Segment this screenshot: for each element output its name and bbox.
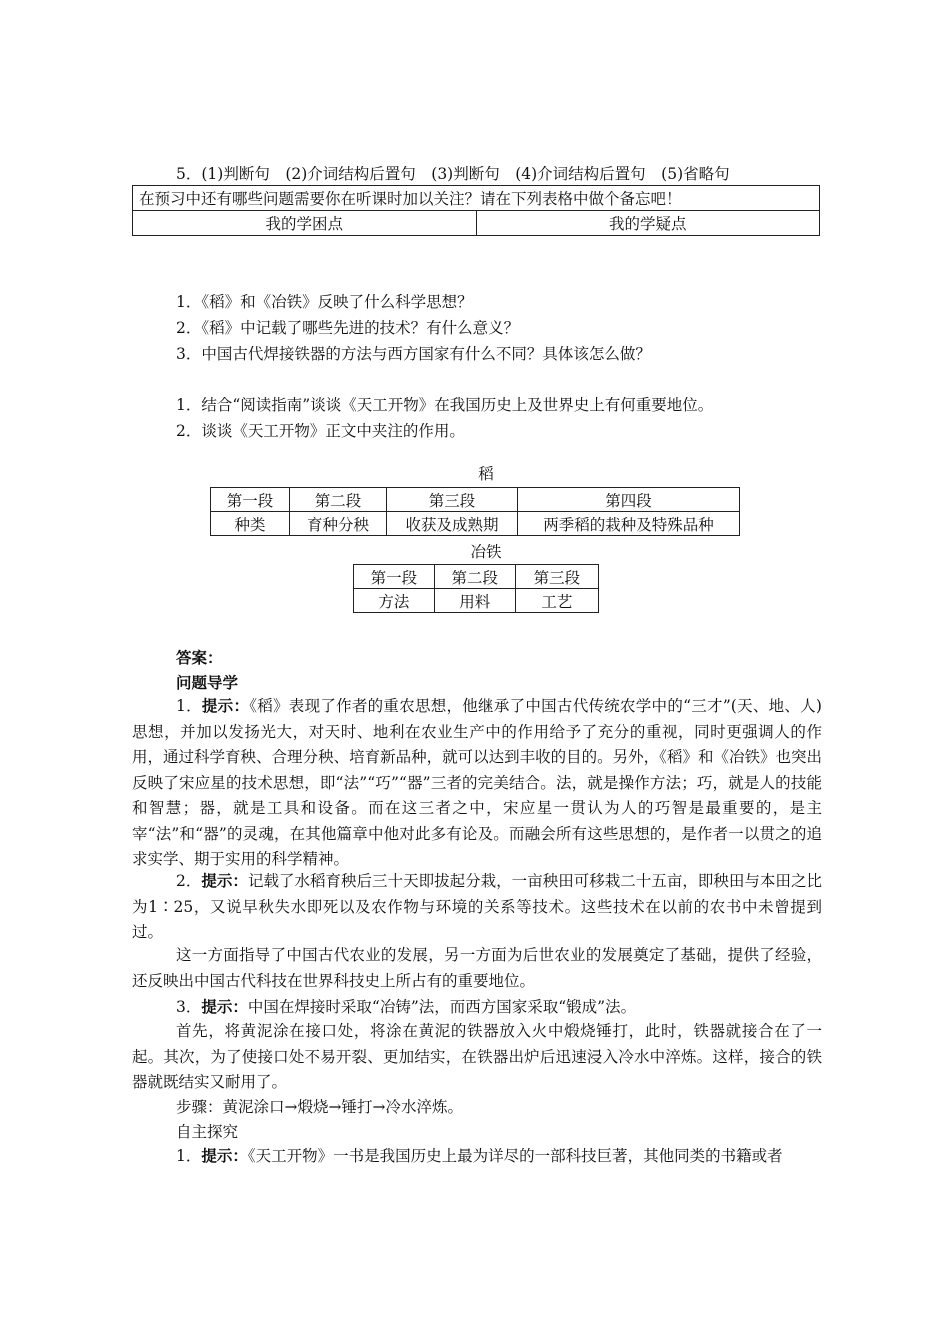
answer-3-detail: 首先，将黄泥涂在接口处，将涂在黄泥的铁器放入火中煅烧锤打，此时，铁器就接合在了一起。其次，为了使接口处不易开裂、更加结实，在铁器出炉后迅速浸入冷水中淬炼。这样，接合的铁器就既结实又耐用了。 (132, 1022, 822, 1091)
answer-3-steps: 步骤：黄泥涂口→煅烧→锤打→冷水淬炼。 (176, 1098, 463, 1116)
memo-prompt: 在预习中还有哪些问题需要你在听课时加以关注？请在下列表格中做个备忘吧！ (133, 186, 820, 211)
answer-2-more: 这一方面指导了中国古代农业的发展，另一方面为后世农业的发展奠定了基础，提供了经验，还反映出中国古代科技在世界科技史上所占有的重要地位。 (132, 946, 822, 990)
table2-cell: 方法 (354, 589, 435, 613)
rice-table (210, 487, 740, 536)
table2-header: 第三段 (515, 565, 598, 589)
table1-title: 稻 (478, 465, 494, 483)
table1-cell: 育种分秧 (290, 512, 387, 536)
question-3: 3．中国古代焊接铁器的方法与西方国家有什么不同？具体该怎么做？ (176, 345, 651, 363)
memo-col-doubt: 我的学疑点 (476, 211, 820, 236)
answers-heading: 答案： (176, 648, 223, 667)
question-1: 1．《稻》和《冶铁》反映了什么科学思想？ (176, 293, 473, 311)
memo-table (132, 185, 820, 236)
table2-cell: 工艺 (515, 589, 598, 613)
answer-1: 1．提示：《稻》表现了作者的重农思想，他继承了中国古代传统农学中的“三才”(天、地、人)思想，并加以发扬光大，对天时、地利在农业生产中的作用给予了充分的重视，同时更强调人的作用，通过科学育秧、合理分秧、培育新品种，就可以达到丰收的目的。另外，《稻》和《冶铁》也突出反映了宋应星的技术思想，即“法”“巧”“器”三者的完美结合。法，就是操作方法；巧，就是人的技能和智慧；器，就是工具和设备。而在这三者之中，宋应星一贯认为人的巧智是最重要的，是主宰“法”和“器”的灵魂，在其他篇章中他对此多有论及。而融会所有这些思想的，是作者一以贯之的追求实学、期于实用的科学精神。 (132, 696, 822, 868)
iron-table (353, 564, 599, 613)
table2-title: 冶铁 (470, 543, 502, 561)
answer-2: 2．提示：记载了水稻育秧后三十天即拔起分栽，一亩秧田可移栽二十五亩，即秧田与本田之比为1∶25，又说早秋失水即死以及农作物与环境的关系等技术。这些技术在以前的农书中未曾提到过。 (132, 871, 822, 941)
section-guided: 问题导学 (176, 673, 239, 692)
explore-1: 1．结合“阅读指南”谈谈《天工开物》在我国历史上及世界史上有何重要地位。 (176, 396, 714, 414)
section-explore: 自主探究 (176, 1123, 239, 1141)
answer-3: 3．提示：中国在焊接时采取“冶铸”法，而西方国家采取“锻成”法。 (176, 997, 637, 1016)
table1-header: 第三段 (387, 488, 518, 512)
explore-answer-1: 1．提示：《天工开物》一书是我国历史上最为详尽的一部科技巨著，其他同类的书籍或者 (176, 1146, 783, 1165)
table1-header: 第二段 (290, 488, 387, 512)
explore-2: 2．谈谈《天工开物》正文中夹注的作用。 (176, 422, 465, 440)
table1-header: 第四段 (518, 488, 740, 512)
table1-cell: 两季稻的栽种及特殊品种 (518, 512, 740, 536)
table1-header: 第一段 (211, 488, 290, 512)
answer-line-5: 5．(1)判断句 (2)介词结构后置句 (3)判断句 (4)介词结构后置句 (5)省略句 (176, 165, 730, 183)
table2-cell: 用料 (434, 589, 515, 613)
table1-cell: 种类 (211, 512, 290, 536)
table2-header: 第一段 (354, 565, 435, 589)
question-2: 2．《稻》中记载了哪些先进的技术？有什么意义？ (176, 319, 520, 337)
memo-col-difficulty: 我的学困点 (133, 211, 477, 236)
table1-cell: 收获及成熟期 (387, 512, 518, 536)
table2-header: 第二段 (434, 565, 515, 589)
